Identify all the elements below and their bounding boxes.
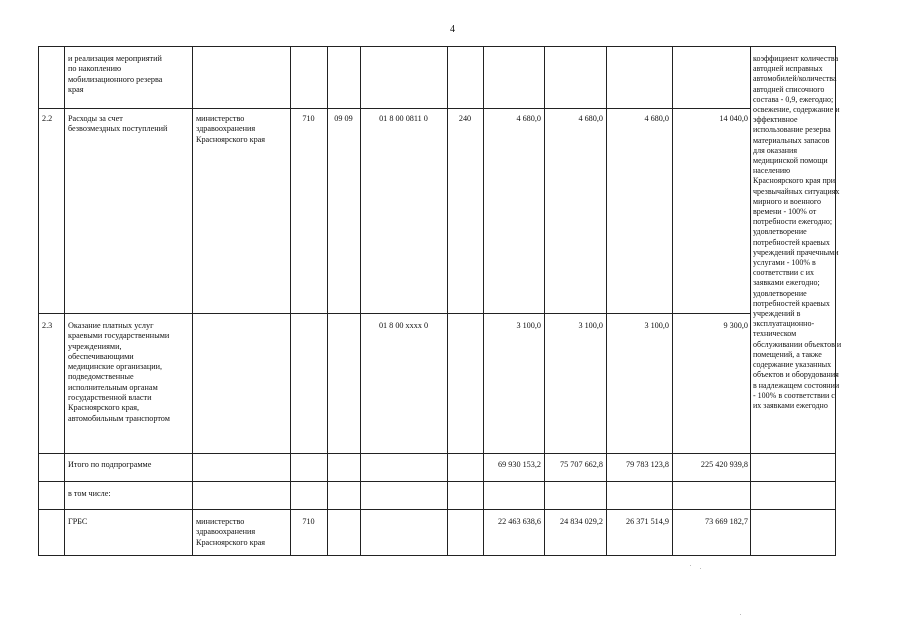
cell-year3: 79 783 123,8 bbox=[626, 460, 669, 469]
column-divider bbox=[64, 46, 65, 556]
cell-year3: 4 680,0 bbox=[644, 114, 669, 123]
cell-grbs: министерство здравоохранения Красноярского края bbox=[196, 517, 266, 547]
cell-year2: 24 834 029,2 bbox=[560, 517, 603, 526]
cell-year1: 4 680,0 bbox=[516, 114, 541, 123]
cell-grbs: министерство здравоохранения Красноярского края bbox=[196, 114, 266, 144]
scan-speck bbox=[690, 565, 691, 566]
cell-year2: 4 680,0 bbox=[578, 114, 603, 123]
cell-including-label: в том числе: bbox=[68, 489, 111, 498]
row-divider bbox=[38, 509, 836, 510]
cell-total: 14 040,0 bbox=[719, 114, 748, 123]
cell-csr: 01 8 00 0811 0 bbox=[379, 114, 428, 123]
table-border-bottom bbox=[38, 555, 836, 556]
row-divider bbox=[38, 481, 836, 482]
budget-table bbox=[38, 46, 842, 556]
cell-code: 710 bbox=[302, 114, 315, 123]
cell-year3: 3 100,0 bbox=[644, 321, 669, 330]
cell-rzpr: 09 09 bbox=[334, 114, 353, 123]
cell-year2: 75 707 662,8 bbox=[560, 460, 603, 469]
cell-activity-name: Расходы за счет безвозмездных поступлений bbox=[68, 114, 168, 134]
row-divider bbox=[38, 453, 836, 454]
scan-speck bbox=[740, 614, 741, 615]
row-divider bbox=[38, 313, 750, 314]
cell-grbs-label: ГРБС bbox=[68, 517, 88, 526]
scan-speck bbox=[700, 568, 701, 569]
cell-activity-name: и реализация мероприятий по накоплению мобилизационного резерва края bbox=[68, 54, 163, 94]
table-border-top bbox=[38, 46, 836, 47]
cell-row-number: 2.3 bbox=[42, 321, 53, 330]
cell-activity-name: Оказание платных услуг краевыми государственными учреждениями, обеспечивающими медицинские организации, подведомственные исполнительным органам государственной власти Красноярского края, автомобильным транспортом bbox=[68, 321, 170, 423]
cell-total: 9 300,0 bbox=[723, 321, 748, 330]
cell-year1: 69 930 153,2 bbox=[498, 460, 541, 469]
cell-vr: 240 bbox=[458, 114, 472, 123]
cell-total: 73 669 182,7 bbox=[705, 517, 748, 526]
cell-year1: 22 463 638,6 bbox=[498, 517, 541, 526]
cell-code: 710 bbox=[302, 517, 315, 526]
cell-row-number: 2.2 bbox=[42, 114, 53, 123]
table-border-left bbox=[38, 46, 39, 556]
cell-csr: 01 8 00 xxxx 0 bbox=[378, 321, 429, 330]
cell-expected-result: коэффициент количества автодней исправных автомобилей/количества автодней списочного состава - 0,9, ежегодно; освежение, содержание и эффективное использование резерва материальных запасов для оказания медицинской помощи населению Красноярского края при чрезвычайных ситуациях мирного и военного времени - 100% от потребности ежегодно; удовлетворение потребностей краевых учреждений прачечными услугами - 100% в соответствии с их заявками ежегодно; удовлетворение потребностей краевых учреждений в эксплуатационно- техническом обслуживании объектов и помещений, а также содержание указанных объектов и оборудования в надлежащем состоянии - 100% в соответствии с их заявками ежегодно bbox=[753, 54, 842, 410]
column-divider bbox=[750, 46, 751, 556]
page-number: 4 bbox=[450, 24, 455, 35]
cell-year3: 26 371 514,9 bbox=[626, 517, 669, 526]
column-divider bbox=[192, 46, 193, 556]
row-divider bbox=[38, 108, 750, 109]
cell-year1: 3 100,0 bbox=[516, 321, 541, 330]
cell-total: 225 420 939,8 bbox=[700, 460, 748, 469]
cell-itogo-label: Итого по подпрограмме bbox=[68, 460, 152, 469]
cell-year2: 3 100,0 bbox=[578, 321, 603, 330]
